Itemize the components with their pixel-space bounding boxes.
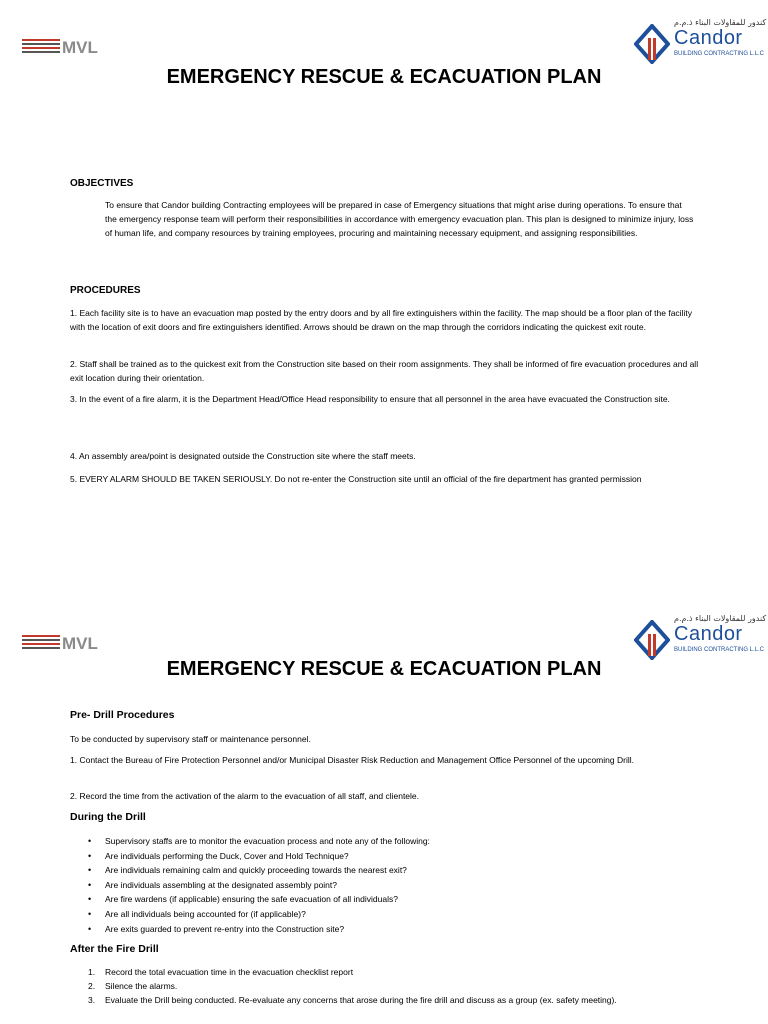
- list-number: 3.: [88, 995, 96, 1006]
- list-item: • Are fire wardens (if applicable) ensuring the safe evacuation of all individuals?: [88, 892, 430, 907]
- list-item: • Supervisory staffs are to monitor the evacuation process and note any of the following:: [88, 834, 430, 849]
- candor-subtitle: BUILDING CONTRACTING L.L.C: [674, 51, 765, 57]
- candor-wordmark: Candor: [674, 623, 743, 645]
- candor-arabic-name: كندور للمقاولات البناء ذ.م.م: [674, 18, 767, 27]
- mvl-logo: [22, 38, 126, 54]
- page-title: EMERGENCY RESCUE & ECACUATION PLAN: [166, 66, 602, 88]
- mvl-logo: [22, 634, 126, 650]
- procedure-item-3: 3. In the event of a fire alarm, it is the Department Head/Office Head responsibility to ensure that all personnel in the area have evacuated the Construction site.: [70, 394, 670, 404]
- list-item-text: Evaluate the Drill being conducted. Re-evaluate any concerns that arose during the fire drill and discuss as a group (ex. safety meeting).: [105, 995, 617, 1006]
- candor-logo: [634, 18, 767, 68]
- list-item: • Are individuals assembling at the designated assembly point?: [88, 878, 430, 893]
- candor-logo: [634, 614, 767, 664]
- mvl-logo-text: MVL: [62, 38, 98, 54]
- after-drill-list: [88, 965, 617, 1008]
- procedures-heading: PROCEDURES: [70, 285, 141, 296]
- mvl-logo-text: MVL: [62, 634, 98, 650]
- predrill-step-2: 2. Record the time from the activation of the alarm to the evacuation of all staff, and clientele.: [70, 791, 420, 801]
- list-item: [88, 965, 617, 979]
- candor-arabic-name: كندور للمقاولات البناء ذ.م.م: [674, 614, 767, 623]
- list-item: • Are individuals remaining calm and quickly proceeding towards the nearest exit?: [88, 863, 430, 878]
- predrill-heading: Pre- Drill Procedures: [70, 709, 175, 721]
- procedure-item-5: 5. EVERY ALARM SHOULD BE TAKEN SERIOUSLY. Do not re-enter the Construction site until an official of the fire department has granted permission: [70, 474, 642, 484]
- list-item: [88, 993, 617, 1007]
- list-item: • Are exits guarded to prevent re-entry into the Construction site?: [88, 922, 430, 937]
- predrill-intro: To be conducted by supervisory staff or maintenance personnel.: [70, 734, 311, 744]
- page-title: EMERGENCY RESCUE & ECACUATION PLAN: [166, 658, 602, 680]
- list-number: 1.: [88, 967, 96, 977]
- list-item: • Are individuals performing the Duck, Cover and Hold Technique?: [88, 849, 430, 864]
- document-page-2: [0, 600, 768, 1024]
- candor-emblem-icon: [634, 620, 670, 660]
- procedure-item-1: 1. Each facility site is to have an evacuation map posted by the entry doors and by all fire extinguishers within the facility. The map should be a floor plan of the facility with the location of exit doors and fire extinguishers identified. Arrows should be drawn on the map through the corridors indicating the quickest exit route.: [70, 308, 692, 332]
- candor-subtitle: BUILDING CONTRACTING L.L.C: [674, 647, 765, 653]
- after-drill-heading: After the Fire Drill: [70, 943, 159, 955]
- list-item-text: Silence the alarms.: [105, 981, 178, 992]
- predrill-step-1: 1. Contact the Bureau of Fire Protection Personnel and/or Municipal Disaster Risk Reduction and Management Office Personnel of the upcoming Drill.: [70, 755, 634, 765]
- procedure-item-4: 4. An assembly area/point is designated outside the Construction site where the staff meets.: [70, 451, 416, 461]
- objectives-heading: OBJECTIVES: [70, 178, 134, 189]
- objectives-text: To ensure that Candor building Contracting employees will be prepared in case of Emergency situations that might arise during operations. To ensure that the emergency response team will perform their responsibilities in accordance with emergency evacuation plan. This plan is designed to minimize injury, loss of human life, and company resources by training employees, procuring and maintaining necessary equipment, and assigning responsibilities.: [105, 200, 694, 238]
- candor-wordmark: Candor: [674, 27, 743, 49]
- list-item: [88, 979, 617, 993]
- list-item: • Are all individuals being accounted for (if applicable)?: [88, 907, 430, 922]
- procedure-item-2: 2. Staff shall be trained as to the quickest exit from the Construction site based on their room assignments. They shall be informed of fire evacuation procedures and all exit location during their orientation.: [70, 359, 699, 383]
- during-drill-list: [88, 834, 430, 936]
- during-drill-heading: During the Drill: [70, 811, 146, 823]
- candor-emblem-icon: [634, 24, 670, 64]
- list-item-text: Record the total evacuation time in the evacuation checklist report: [105, 967, 354, 977]
- list-number: 2.: [88, 981, 96, 992]
